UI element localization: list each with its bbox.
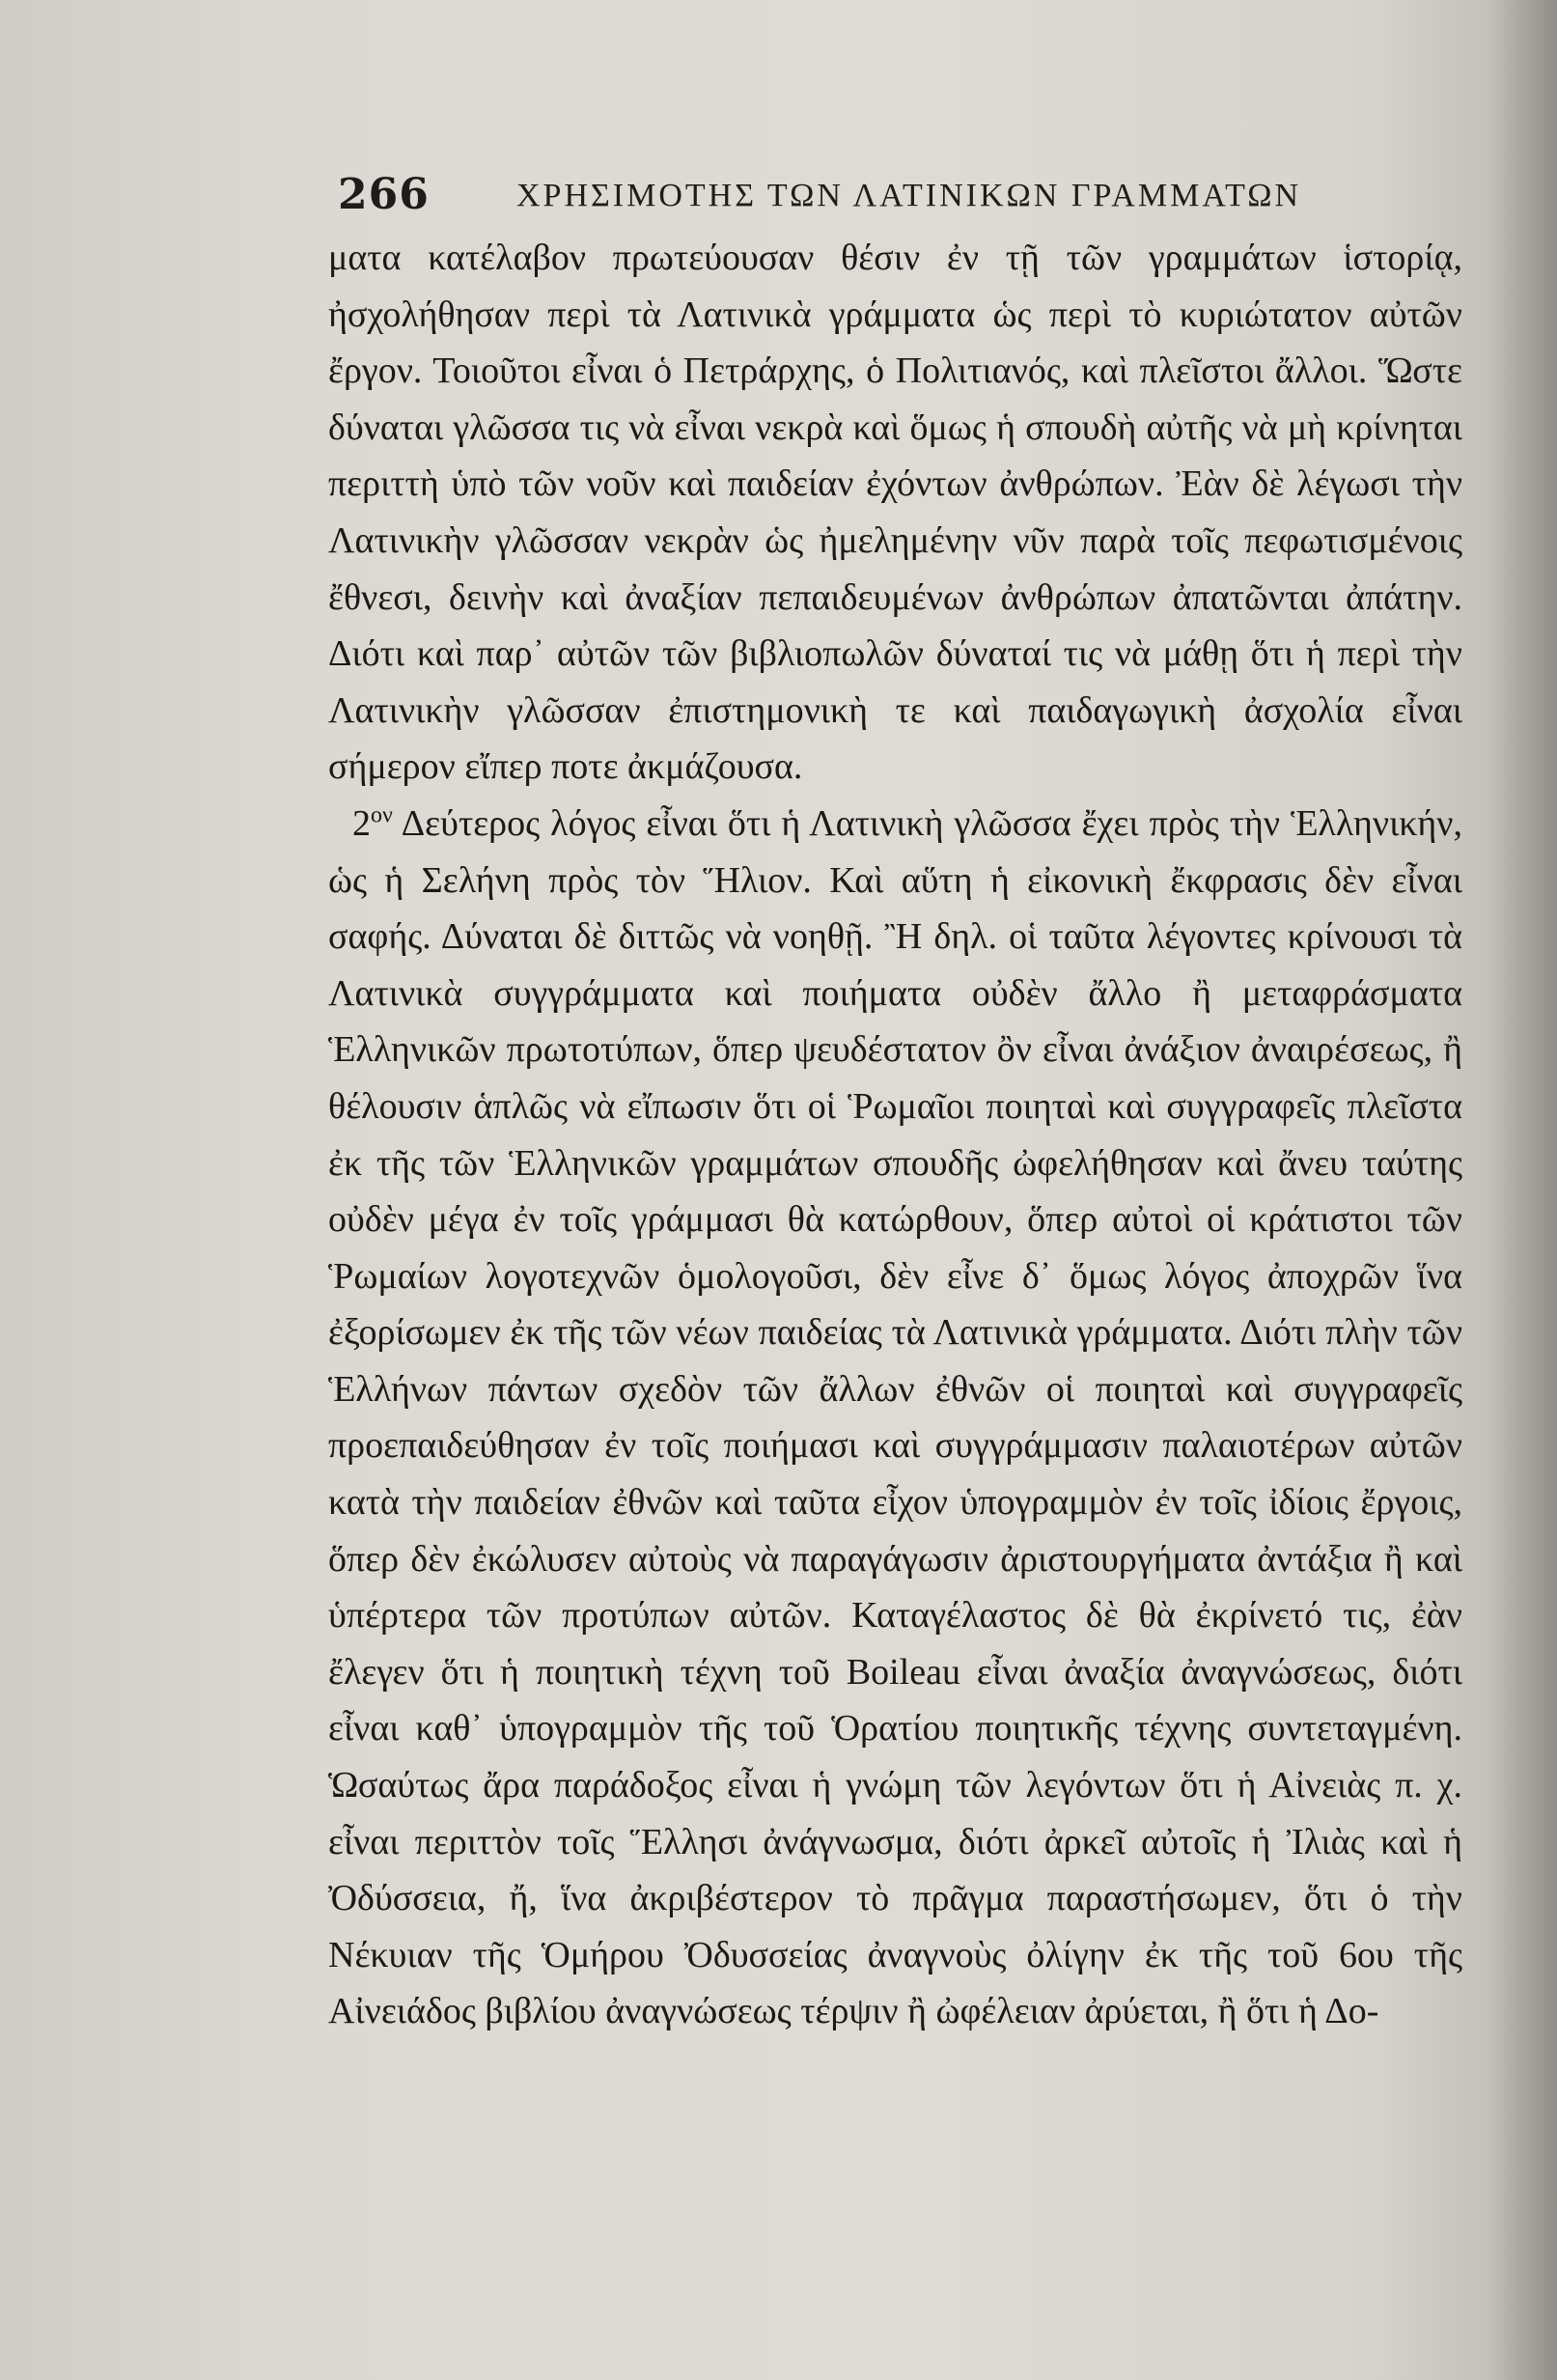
paragraph-1: ματα κατέλαβον πρωτεύουσαν θέσιν ἐν τῇ τῶν γραμμάτων ἱστορίᾳ, ἠσχολήθησαν περὶ τὰ Λατινικὰ γράμματα ὡς περὶ τὸ κυριώτατον αὐτῶν ἔργον. Τοιοῦτοι εἶναι ὁ Πετράρχης, ὁ Πολιτιανός, καὶ πλεῖστοι ἄλλοι. Ὥστε δύναται γλῶσσα τις νὰ εἶναι νεκρὰ καὶ ὅμως ἡ σπουδὴ αὐτῆς νὰ μὴ κρίνηται περιττὴ ὑπὸ τῶν νοῦν καὶ παιδείαν ἐχόντων ἀνθρώπων. Ἐὰν δὲ λέγωσι τὴν Λατινικὴν γλῶσσαν νεκρὰν ὡς ἠμελημένην νῦν παρὰ τοῖς πεφωτισμένοις ἔθνεσι, δεινὴν καὶ ἀναξίαν πεπαιδευμένων ἀνθρώπων ἀπατῶνται ἀπάτην. Διότι καὶ παρ᾿ αὐτῶν τῶν βιβλιοπωλῶν δύναταί τις νὰ μάθῃ ὅτι ἡ περὶ τὴν Λατινικὴν γλῶσσαν ἐπιστημονικὴ τε καὶ παιδαγωγικὴ ἀσχολία εἶναι σήμερον εἴπερ ποτε ἀκμάζουσα. xyxy=(328,238,1462,788)
paragraph-2-ordinal: ον xyxy=(371,802,393,828)
paragraph-2-text: Δεύτερος λόγος εἶναι ὅτι ἡ Λατινικὴ γλῶσσα ἔχει πρὸς τὴν Ἑλληνικήν, ὡς ἡ Σελήνη πρὸς τὸν Ἥλιον. Καὶ αὕτη ἡ εἰκονικὴ ἔκφρασις δὲν εἶναι σαφής. Δύναται δὲ διττῶς νὰ νοηθῇ. Ἢ δηλ. οἱ ταῦτα λέγοντες κρίνουσι τὰ Λατινικὰ συγγράμματα καὶ ποιήματα οὐδὲν ἄλλο ἢ μεταφράσματα Ἑλληνικῶν πρωτοτύπων, ὅπερ ψευδέστατον ὂν εἶναι ἀνάξιον ἀναιρέσεως, ἢ θέλουσιν ἁπλῶς νὰ εἴπωσιν ὅτι οἱ Ῥωμαῖοι ποιηταὶ καὶ συγγραφεῖς πλεῖστα ἐκ τῆς τῶν Ἑλληνικῶν γραμμάτων σπουδῆς ὠφελήθησαν καὶ ἄνευ ταύτης οὐδὲν μέγα ἐν τοῖς γράμμασι θὰ κατώρθουν, ὅπερ αὐτοὶ οἱ κράτιστοι τῶν Ῥωμαίων λογοτεχνῶν ὁμολογοῦσι, δὲν εἶνε δ᾿ ὅμως λόγος ἀποχρῶν ἵνα ἐξορίσωμεν ἐκ τῆς τῶν νέων παιδείας τὰ Λατινικὰ γράμματα. Διότι πλὴν τῶν Ἑλλήνων πάντων σχεδὸν τῶν ἄλλων ἐθνῶν οἱ ποιηταὶ καὶ συγγραφεῖς προεπαιδεύθησαν ἐν τοῖς ποιήμασι καὶ συγγράμμασιν παλαιοτέρων αὐτῶν κατὰ τὴν παιδείαν ἐθνῶν καὶ ταῦτα εἶχον ὑπογραμμὸν ἐν τοῖς ἰδίοις ἔργοις, ὅπερ δὲν ἐκώλυσεν αὐτοὺς νὰ παραγάγωσιν ἀριστουργήματα ἀντάξια ἢ καὶ ὑπέρτερα τῶν προτύπων αὐτῶν. Καταγέλαστος δὲ θὰ ἐκρίνετό τις, ἐὰν ἔλεγεν ὅτι ἡ ποιητικὴ τέχνη τοῦ Boileau εἶναι ἀναξία ἀναγνώσεως, διότι εἶναι καθ᾿ ὑπογραμμὸν τῆς τοῦ Ὁρατίου ποιητικῆς τέχνης συντεταγμένη. Ὡσαύτως ἄρα παράδοξος εἶναι ἡ γνώμη τῶν λεγόντων ὅτι ἡ Αἰνειὰς π. χ. εἶναι περιττὸν τοῖς Ἕλλησι ἀνάγνωσμα, διότι ἀρκεῖ αὐτοῖς ἡ Ἰλιὰς καὶ ἡ Ὀδύσσεια, ἤ, ἵνα ἀκριβέστερον τὸ πρᾶγμα παραστήσωμεν, ὅτι ὁ τὴν Νέκυιαν τῆς Ὁμήρου Ὀδυσσείας ἀναγνοὺς ὀλίγην ἐκ τῆς τοῦ 6ου τῆς Αἰνειάδος βιβλίου ἀναγνώσεως τέρψιν ἢ ὠφέλειαν ἀρύεται, ἢ ὅτι ἡ Δο- xyxy=(328,802,1462,2032)
running-title: ΧΡΗΣΙΜΟΤΗΣ ΤΩΝ ΛΑΤΙΝΙΚΩΝ ΓΡΑΜΜΑΤΩΝ xyxy=(516,178,1302,213)
page-number: 266 xyxy=(338,170,430,219)
paragraph-2-number: 2 xyxy=(352,802,371,844)
running-head xyxy=(338,170,1303,228)
body-text xyxy=(328,230,1462,2040)
paragraph-2 xyxy=(328,796,1462,2040)
